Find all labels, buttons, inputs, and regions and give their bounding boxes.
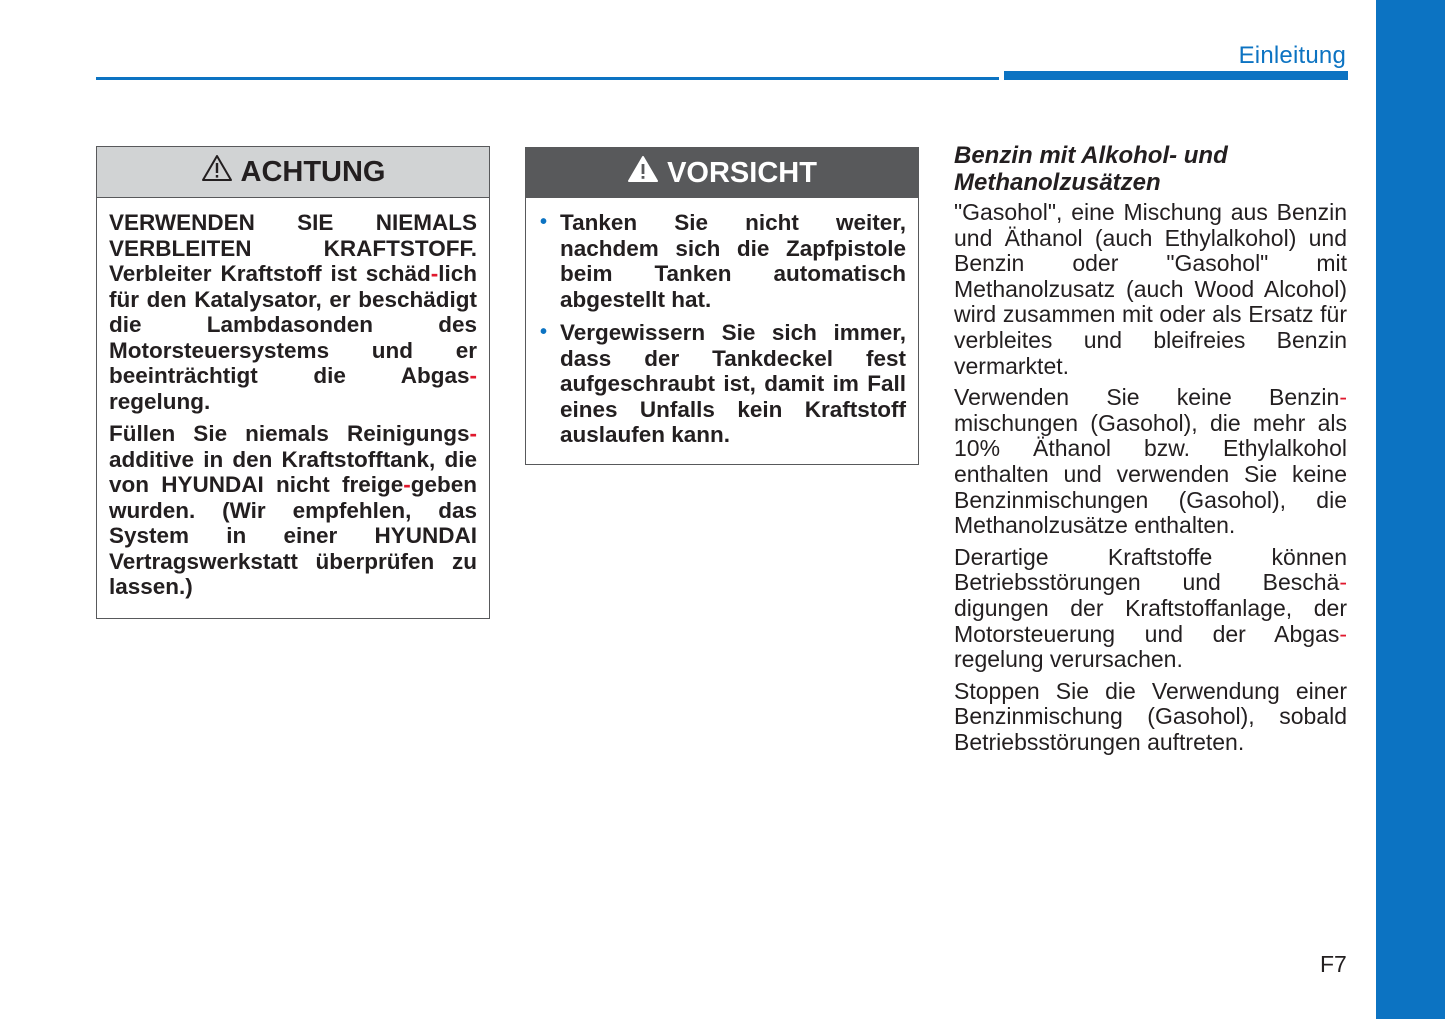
article-paragraph: Stoppen Sie die Verwendung einer Benzinmischung (Gasohol), sobald Betriebsstörungen auftreten. [954, 677, 1347, 755]
header-rule-accent [1004, 71, 1348, 80]
warning-triangle-outline-icon [201, 154, 241, 190]
text-run: additive in den Kraftstofftank, die von HYUNDAI nicht freige [109, 446, 477, 497]
warning-paragraph: Füllen Sie niemals Reinigungs-additive in den Kraftstofftank, die von HYUNDAI nicht freige-geben wurden. (Wir empfehlen, das System in einer HYUNDAI Vertragswerkstatt überprüfen zu lassen.) [109, 421, 477, 599]
section-title: Einleitung [1238, 42, 1346, 69]
text-run: regelung. [109, 388, 211, 414]
caution-box-header [526, 148, 918, 198]
article-paragraph: "Gasohol", eine Mischung aus Benzin und Äthanol (auch Ethylalkohol) und Benzin oder "Gasohol" mit Methanolzusatz (auch Wood Alcohol) wird zusammen mit oder als Ersatz für verbleites und bleifreies Benzin vermarktet. [954, 199, 1347, 379]
article-column [954, 142, 1347, 761]
chapter-side-tab [1376, 0, 1445, 1019]
caution-box-title: VORSICHT [667, 156, 817, 189]
list-item-text: Vergewissern Sie sich immer, dass der Tankdeckel fest aufgeschraubt ist, damit im Fall eines Unfalls kein Kraftstoff auslaufen kann. [560, 320, 906, 447]
text-run: lich für den Katalysator, er beschädigt die Lambdasonden des Motorsteuersystems und er beeinträchtigt die Abgas [109, 261, 477, 388]
warning-box-title: ACHTUNG [240, 155, 386, 188]
text-run: digungen der Kraftstoffanlage, der Motorsteuerung und der Abgas [954, 594, 1347, 647]
text-run: Derartige Kraftstoffe können Betriebsstörungen und Beschä [954, 543, 1347, 596]
caution-box [525, 147, 919, 465]
list-item-text: Tanken Sie nicht weiter, nachdem sich die Zapfpistole beim Tanken automatisch abgestellt hat. [560, 210, 906, 312]
text-run: mischungen (Gasohol), die mehr als 10% Äthanol bzw. Ethylalkohol enthalten und verwenden Sie keine Benzinmischungen (Gasohol), die Methanolzusätze enthalten. [954, 409, 1347, 539]
article-heading: Benzin mit Alkohol- und Methanolzusätzen [954, 142, 1228, 196]
bullet-icon: • [540, 321, 548, 343]
article-paragraph: Derartige Kraftstoffe können Betriebsstörungen und Beschä-digungen der Kraftstoffanlage, der Motorsteuerung und der Abgas-regelung verursachen. [954, 543, 1347, 673]
text-run: VERWENDEN SIE NIEMALS VERBLEITEN KRAFTSTOFF. Verbleiter Kraftstoff ist schäd [109, 210, 477, 286]
warning-box [96, 146, 490, 619]
text-run: geben wurden. (Wir empfehlen, das System in einer HYUNDAI Vertragswerkstatt überprüfen zu lassen.) [109, 472, 477, 599]
text-run: Füllen Sie niemals Reinigungs [109, 421, 470, 446]
caution-list [538, 210, 906, 448]
warning-paragraph: VERWENDEN SIE NIEMALS VERBLEITEN KRAFTSTOFF. Verbleiter Kraftstoff ist schäd-lich für den Katalysator, er beschädigt die Lambdasonden des Motorsteuersystems und er beeinträchtigt die Abgas-regelung. [109, 210, 477, 414]
header-rule [96, 77, 999, 80]
warning-triangle-filled-icon [627, 155, 667, 191]
text-run: regelung verursachen. [954, 646, 1183, 673]
warning-box-body [97, 198, 489, 600]
warning-box-header [97, 147, 489, 198]
article-paragraph: Verwenden Sie keine Benzin-mischungen (Gasohol), die mehr als 10% Äthanol bzw. Ethylalkohol enthalten und verwenden Sie keine Benzinmischungen (Gasohol), die Methanolzusätze enthalten. [954, 384, 1347, 539]
page-number: F7 [1320, 951, 1347, 977]
list-item [538, 210, 906, 312]
text-run: Verwenden Sie keine Benzin [954, 384, 1340, 411]
caution-box-body [526, 198, 918, 448]
list-item [538, 320, 906, 448]
bullet-icon: • [540, 211, 548, 233]
